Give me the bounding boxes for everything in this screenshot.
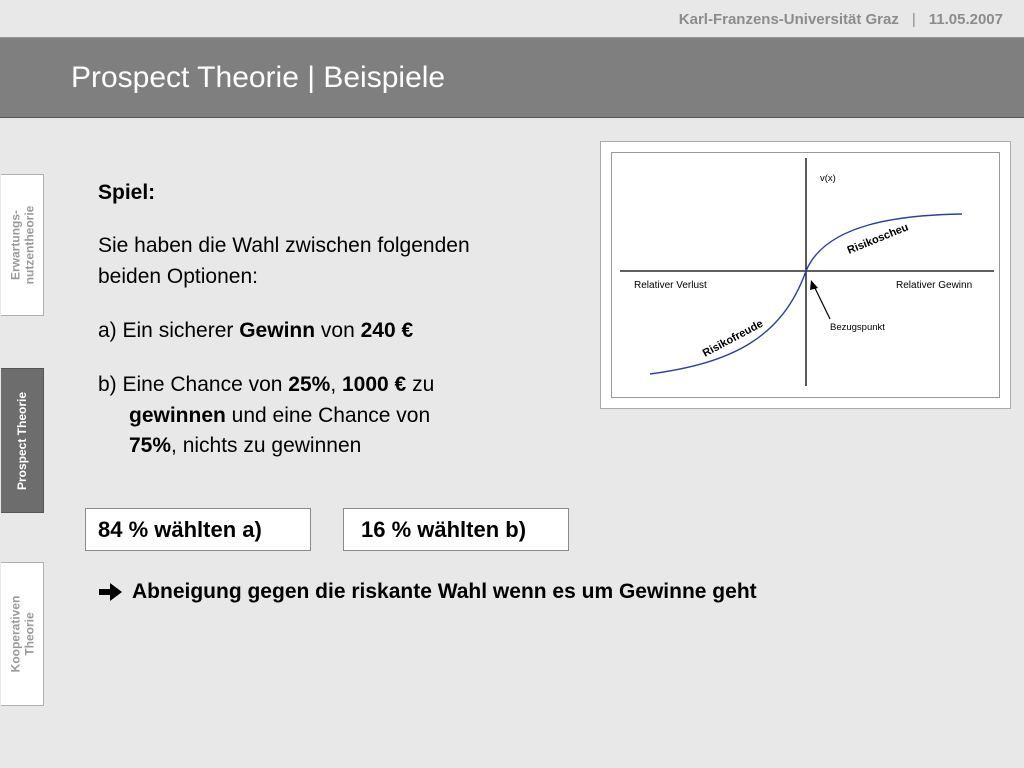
- risk-averse-label: Risikoscheu: [845, 221, 911, 257]
- side-tab-kooperativen-theorie[interactable]: [1, 562, 44, 706]
- result-a-box: 84 % wählten a): [85, 508, 311, 551]
- value-function-figure: [600, 141, 1011, 409]
- conclusion: [98, 580, 757, 604]
- header-info: [679, 11, 1003, 28]
- option-b-line-3: 75%, nichts zu gewinnen: [129, 434, 362, 457]
- top-bar: [0, 0, 1024, 38]
- intro-line-2: beiden Optionen:: [98, 265, 258, 288]
- reference-arrow: [813, 284, 830, 319]
- relative-gain-label: Relativer Gewinn: [896, 280, 973, 291]
- side-tab-label: Prospect Theorie: [15, 391, 29, 490]
- figure-canvas: [611, 152, 1000, 398]
- side-tab-label: Erwartungs- nutzentheorie: [8, 205, 37, 285]
- side-tab-erwartungsnutzentheorie[interactable]: [1, 174, 44, 316]
- relative-loss-label: Relativer Verlust: [634, 280, 707, 291]
- institution-name: Karl-Franzens-Universität Graz: [678, 11, 899, 28]
- game-heading: Spiel:: [98, 181, 156, 204]
- option-b-line-2: gewinnen und eine Chance von: [129, 404, 431, 427]
- side-tab-prospect-theorie[interactable]: [1, 368, 44, 513]
- reference-point-label: Bezugspunkt: [830, 322, 885, 333]
- title-bar: [0, 38, 1024, 118]
- page-title: Prospect Theorie | Beispiele: [71, 61, 446, 94]
- option-b-line-1: b) Eine Chance von 25%, 1000 € zu: [98, 373, 435, 396]
- header-date: 11.05.2007: [928, 11, 1003, 28]
- header-separator: |: [911, 11, 916, 28]
- option-a: a) Ein sicherer Gewinn von 240 €: [98, 319, 414, 342]
- right-arrow-icon: [98, 582, 124, 602]
- risk-seeking-label: Risikofreude: [700, 317, 766, 360]
- y-axis-label: v(x): [820, 173, 836, 184]
- side-tab-label: Kooperativen Theorie: [8, 595, 36, 673]
- reference-arrowhead: [810, 280, 818, 290]
- intro-line-1: Sie haben die Wahl zwischen folgenden: [98, 234, 470, 257]
- conclusion-text: Abneigung gegen die riskante Wahl wenn es um Gewinne geht: [132, 580, 757, 603]
- result-b-box: 16 % wählten b): [343, 508, 569, 551]
- value-function-diagram: [612, 153, 999, 397]
